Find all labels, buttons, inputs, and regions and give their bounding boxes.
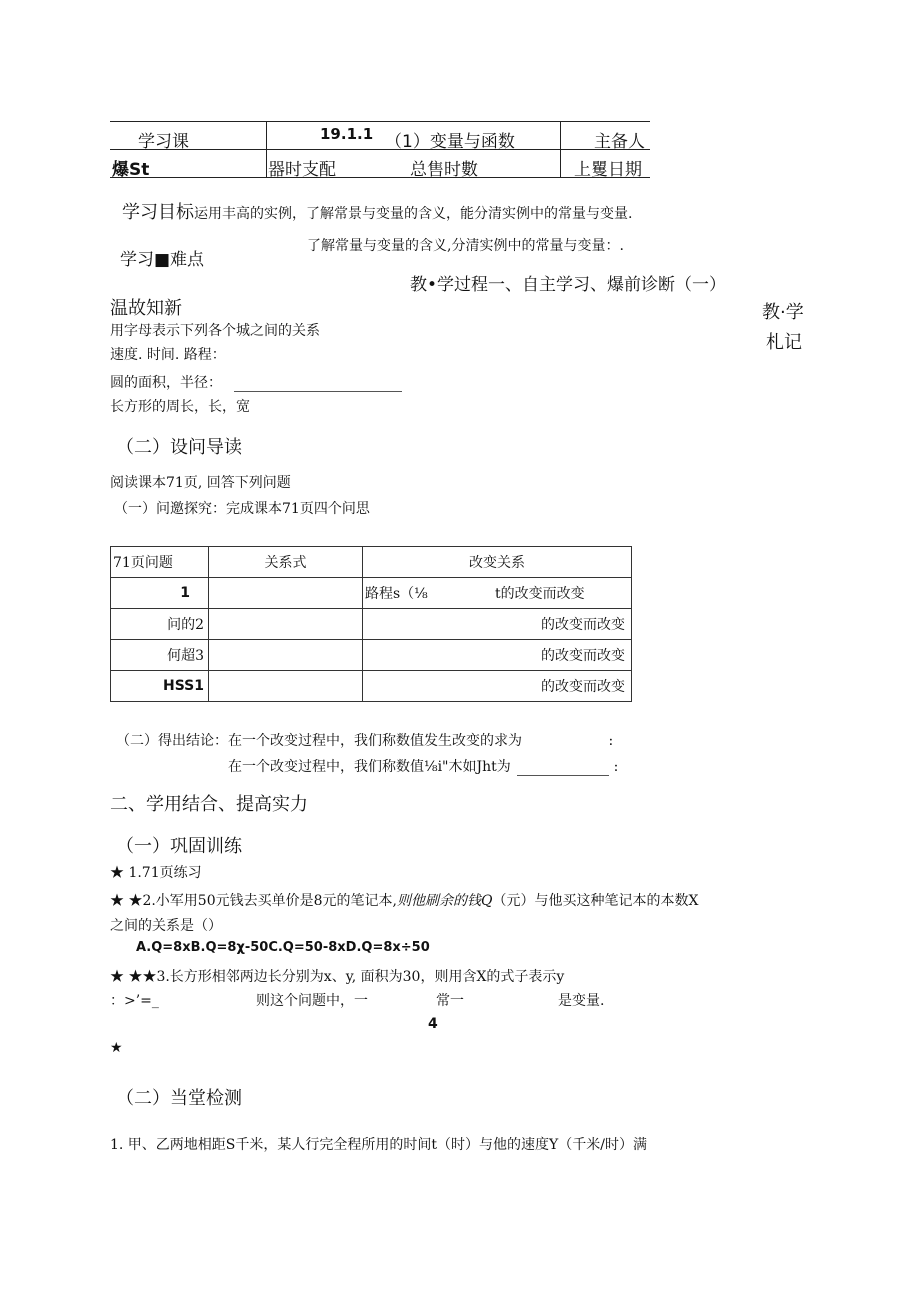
table-cell-question: 问的2 <box>111 609 209 640</box>
conclusion-blank <box>517 761 609 776</box>
exercise-q4-number: 4 <box>428 1016 438 1032</box>
header-top-rule <box>110 121 650 122</box>
review-line3 <box>110 372 402 392</box>
section2-sub1: （一）巩固训练 <box>116 836 242 857</box>
header-author-label: 主备人 <box>594 132 645 152</box>
review-blank <box>234 377 402 392</box>
table-row <box>111 578 632 609</box>
relation-table <box>110 546 632 702</box>
keypoints-text: 了解常量与变量的含义,分清实例中的常量与变量：. <box>307 238 624 254</box>
conclusion-line2-text: 在一个改变过程中，我们称数值⅛i"木如Jht为 <box>228 759 511 775</box>
table-header-change: 改变关系 <box>363 547 632 578</box>
guide-line2: （一）问邀探究：完成课本71页四个问思 <box>114 501 370 517</box>
exercise-q3-line2b: 则这个问题中，一 <box>256 993 368 1009</box>
exercise-q3-line2c: 常一 <box>436 993 464 1009</box>
conclusion-line1-text: （二）得出结论：在一个改变过程中，我们称数值发生改变的求为 <box>116 733 522 749</box>
conclusion-line2 <box>228 756 618 776</box>
header-date-label: 上矍日期 <box>574 160 642 180</box>
section2-sub2: （二）当堂检测 <box>116 1088 242 1109</box>
exercise-q2-b: 则他刷余的钱Q <box>396 893 493 909</box>
table-cell-change <box>363 578 632 609</box>
header-vrule-1 <box>266 121 267 177</box>
review-line3-text: 圆的面积，半径： <box>110 375 222 391</box>
table-cell-change-right: t的改变而改变 <box>495 586 585 602</box>
exercise-q3-line2a: ：>’=_ <box>110 993 159 1009</box>
table-header-question: 71页问题 <box>111 547 209 578</box>
table-cell-question: 何超3 <box>111 640 209 671</box>
exercise-q2-options: A.Q=8xB.Q=8χ-50C.Q=50-8xD.Q=8x÷50 <box>136 940 430 955</box>
table-cell-change-left: 路程s（⅛ <box>365 586 428 602</box>
exercise-q3-line2d: 是变量. <box>558 993 605 1009</box>
header-mid-rule <box>110 149 650 150</box>
table-cell-relation <box>209 578 363 609</box>
table-cell-question: 1 <box>111 578 209 609</box>
exercise-q2-a: ★ ★2.小军用50元钱去买单价是8元的笔记本, <box>110 893 397 909</box>
exercise-q4-star: ★ <box>110 1040 123 1056</box>
table-row <box>111 640 632 671</box>
header-course-label: 学习课 <box>138 132 189 152</box>
review-title: 温故知新 <box>110 298 182 319</box>
header-row2-cell2: 器时支配 <box>268 160 336 180</box>
header-row2-cell3: 总售时數 <box>410 160 478 180</box>
conclusion-line1-end: : <box>608 733 614 749</box>
header-lesson-title: （1）变量与函数 <box>385 132 515 152</box>
guide-title: （二）设问导读 <box>116 437 242 458</box>
table-cell-question: HSS1 <box>111 671 209 702</box>
table-cell-relation <box>209 671 363 702</box>
table-cell-relation <box>209 640 363 671</box>
side-note-line1: 教·学 <box>762 302 804 323</box>
exercise-q2-line2: 之间的关系是（） <box>110 918 222 934</box>
test-question-1: 1. 甲、乙两地相距S千米，某人行完全程所用的时间t（时）与他的速度Y（千米/时）满 <box>110 1137 647 1153</box>
conclusion-line1 <box>116 730 613 750</box>
conclusion-line2-end: : <box>613 759 619 775</box>
review-line2: 速度. 时间. 路程： <box>110 347 226 363</box>
header-bottom-rule <box>110 177 650 178</box>
side-note-line2: 札记 <box>766 332 802 353</box>
table-header-relation: 关系式 <box>209 547 363 578</box>
objective-label: 学习目标 <box>122 202 194 223</box>
table-cell-change: 的改变而改变 <box>363 609 632 640</box>
header-row2-cell1: 爆St <box>112 160 150 180</box>
table-cell-change: 的改变而改变 <box>363 671 632 702</box>
table-row <box>111 609 632 640</box>
guide-line1: 阅读课本71页, 回答下列问题 <box>110 475 291 491</box>
table-header-row <box>111 547 632 578</box>
review-line4: 长方形的周长，长，宽 <box>110 399 250 415</box>
process-title: 教•学过程一、自主学习、爆前诊断（一） <box>410 275 727 295</box>
table-cell-relation <box>209 609 363 640</box>
table-cell-change: 的改变而改变 <box>363 640 632 671</box>
objective-text: 运用丰高的实例，了解常景与变量的含义，能分清实例中的常量与变量. <box>194 206 633 222</box>
table-row <box>111 671 632 702</box>
exercise-q2-c: （元）与他买这种笔记本的本数X <box>492 893 699 909</box>
header-vrule-2 <box>560 121 561 177</box>
objective <box>122 198 632 224</box>
keypoints-label: 学习■难点 <box>120 250 205 270</box>
exercise-q2 <box>110 890 698 910</box>
header-section-number: 19.1.1 <box>320 125 374 143</box>
exercise-q3: ★ ★★3.长方形相邻两边长分别为x、y, 面积为30，则用含X的式子表示y <box>110 969 565 985</box>
review-line1: 用字母表示下列各个城之间的关系 <box>110 323 320 339</box>
exercise-q1: ★ 1.71页练习 <box>110 865 202 881</box>
section2-title: 二、学用结合、提高实力 <box>110 794 308 815</box>
